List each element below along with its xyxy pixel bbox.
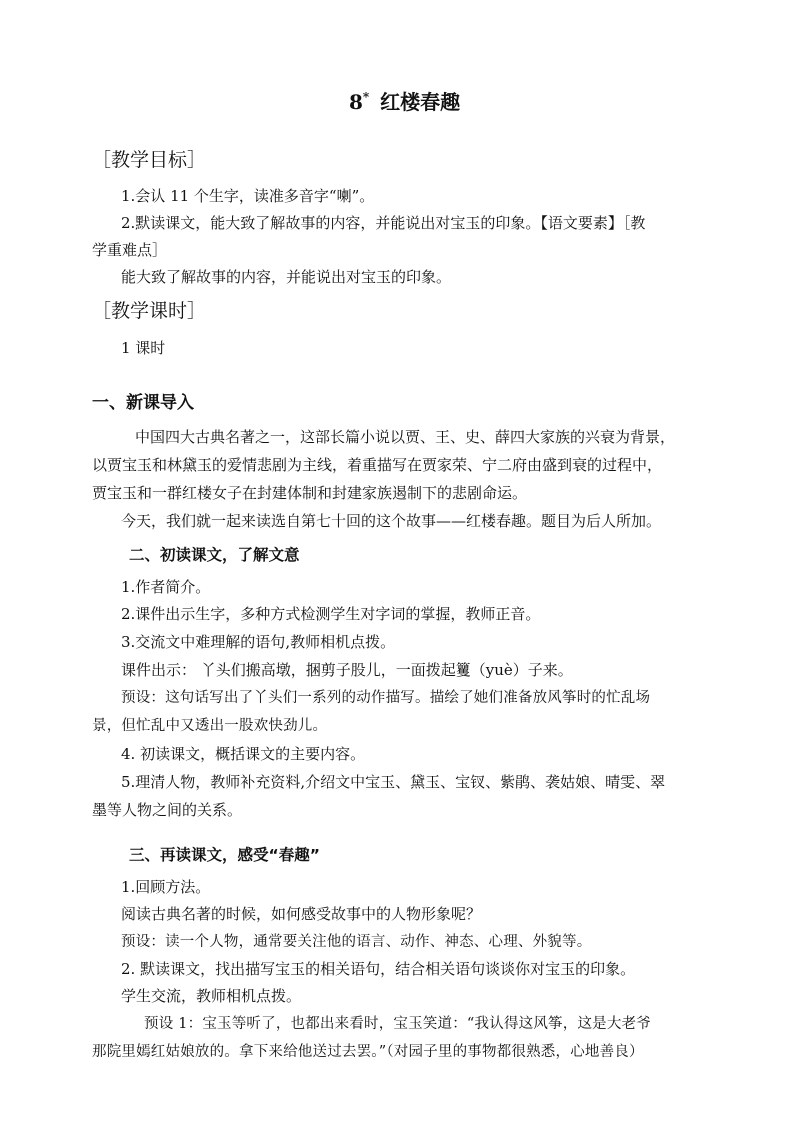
preset-line-2: 景，但忙乱中又透出一股欢快劲儿。 <box>92 718 328 734</box>
section-1-para-1-line-2: 以贾宝玉和林黛玉的爱情悲剧为主线，着重描写在贾家荣、宁二府由盛到衰的过程中， <box>92 456 663 474</box>
courseware-text: 课件出示： 丫头们搬高墩，捆剪子股儿，一面拨起籰（yuè）子来。 <box>121 661 573 679</box>
lesson-number: 8 <box>349 90 363 114</box>
lesson-title <box>349 84 460 115</box>
section-3-heading: 三、再读课文，感受“春趣” <box>129 846 320 864</box>
objectives-heading: ［教学目标］ <box>92 149 207 171</box>
section-3-exchange: 学生交流，教师相机点拨。 <box>121 987 302 1005</box>
section-3-item-2: 2. 默读课文，找出描写宝玉的相关语句，结合相关语句谈谈你对宝玉的印象。 <box>121 960 636 978</box>
hours-value: 1 课时 <box>121 339 166 357</box>
objective-item-2-line-1: 2.默读课文，能大致了解故事的内容，并能说出对宝玉的印象。【语文要素】［教 <box>121 214 646 232</box>
section-3-item-1: 1.回顾方法。 <box>121 878 211 896</box>
section-2-item-2: 2.课件出示生字，多种方式检测学生对字词的掌握，教师正音。 <box>121 605 541 623</box>
section-1-para-2: 今天，我们就一起来读选自第七十回的这个故事——红楼春趣。题目为后人所加。 <box>121 512 662 530</box>
section-1-para-1-line-1: 中国四大古典名著之一，这部长篇小说以贾、王、史、薛四大家族的兴衰为背景， <box>135 428 676 446</box>
section-2-heading: 二、初读课文，了解文意 <box>129 546 300 564</box>
lesson-title-text: 红楼春趣 <box>380 90 461 114</box>
section-2-item-5-line-1: 5.理清人物，教师补充资料,介绍文中宝玉、黛玉、宝钗、紫鹃、袭姑娘、晴雯、翠 <box>121 773 666 791</box>
hours-heading: ［教学课时］ <box>92 300 207 322</box>
section-3-preset-1-line-1: 预设 1：宝玉等听了，也都出来看时，宝玉笑道：“我认得这风筝，这是大老爷 <box>144 1016 651 1032</box>
section-3-preset-1-line-2: 那院里嫣红姑娘放的。拿下来给他送过去罢。”（对园子里的事物都很熟悉，心地善良） <box>92 1044 644 1060</box>
section-2-item-1: 1.作者简介。 <box>121 578 211 596</box>
section-3-question: 阅读古典名著的时候，如何感受故事中的人物形象呢？ <box>121 905 482 923</box>
section-3-preset: 预设：读一个人物，通常要关注他的语言、动作、神态、心理、外貌等。 <box>121 934 592 950</box>
section-2-item-5-line-2: 墨等人物之间的关系。 <box>92 801 243 819</box>
section-2-item-4: 4. 初读课文，概括课文的主要内容。 <box>121 745 366 763</box>
lesson-star-mark: * <box>362 90 370 104</box>
section-1-heading: 一、新课导入 <box>92 393 194 413</box>
objective-item-2-line-2: 学重难点］ <box>92 241 168 259</box>
preset-line-1: 预设：这句话写出了丫头们一系列的动作描写。描绘了她们准备放风筝时的忙乱场 <box>121 690 651 706</box>
key-point-text: 能大致了解故事的内容，并能说出对宝玉的印象。 <box>121 268 452 286</box>
section-2-item-3: 3.交流文中难理解的语句,教师相机点拨。 <box>121 633 396 651</box>
objective-item-1: 1.会认 11 个生字，读准多音字“喇”。 <box>121 187 375 205</box>
section-1-para-1-line-3: 贾宝玉和一群红楼女子在封建体制和封建家族遏制下的悲剧命运。 <box>92 484 528 502</box>
